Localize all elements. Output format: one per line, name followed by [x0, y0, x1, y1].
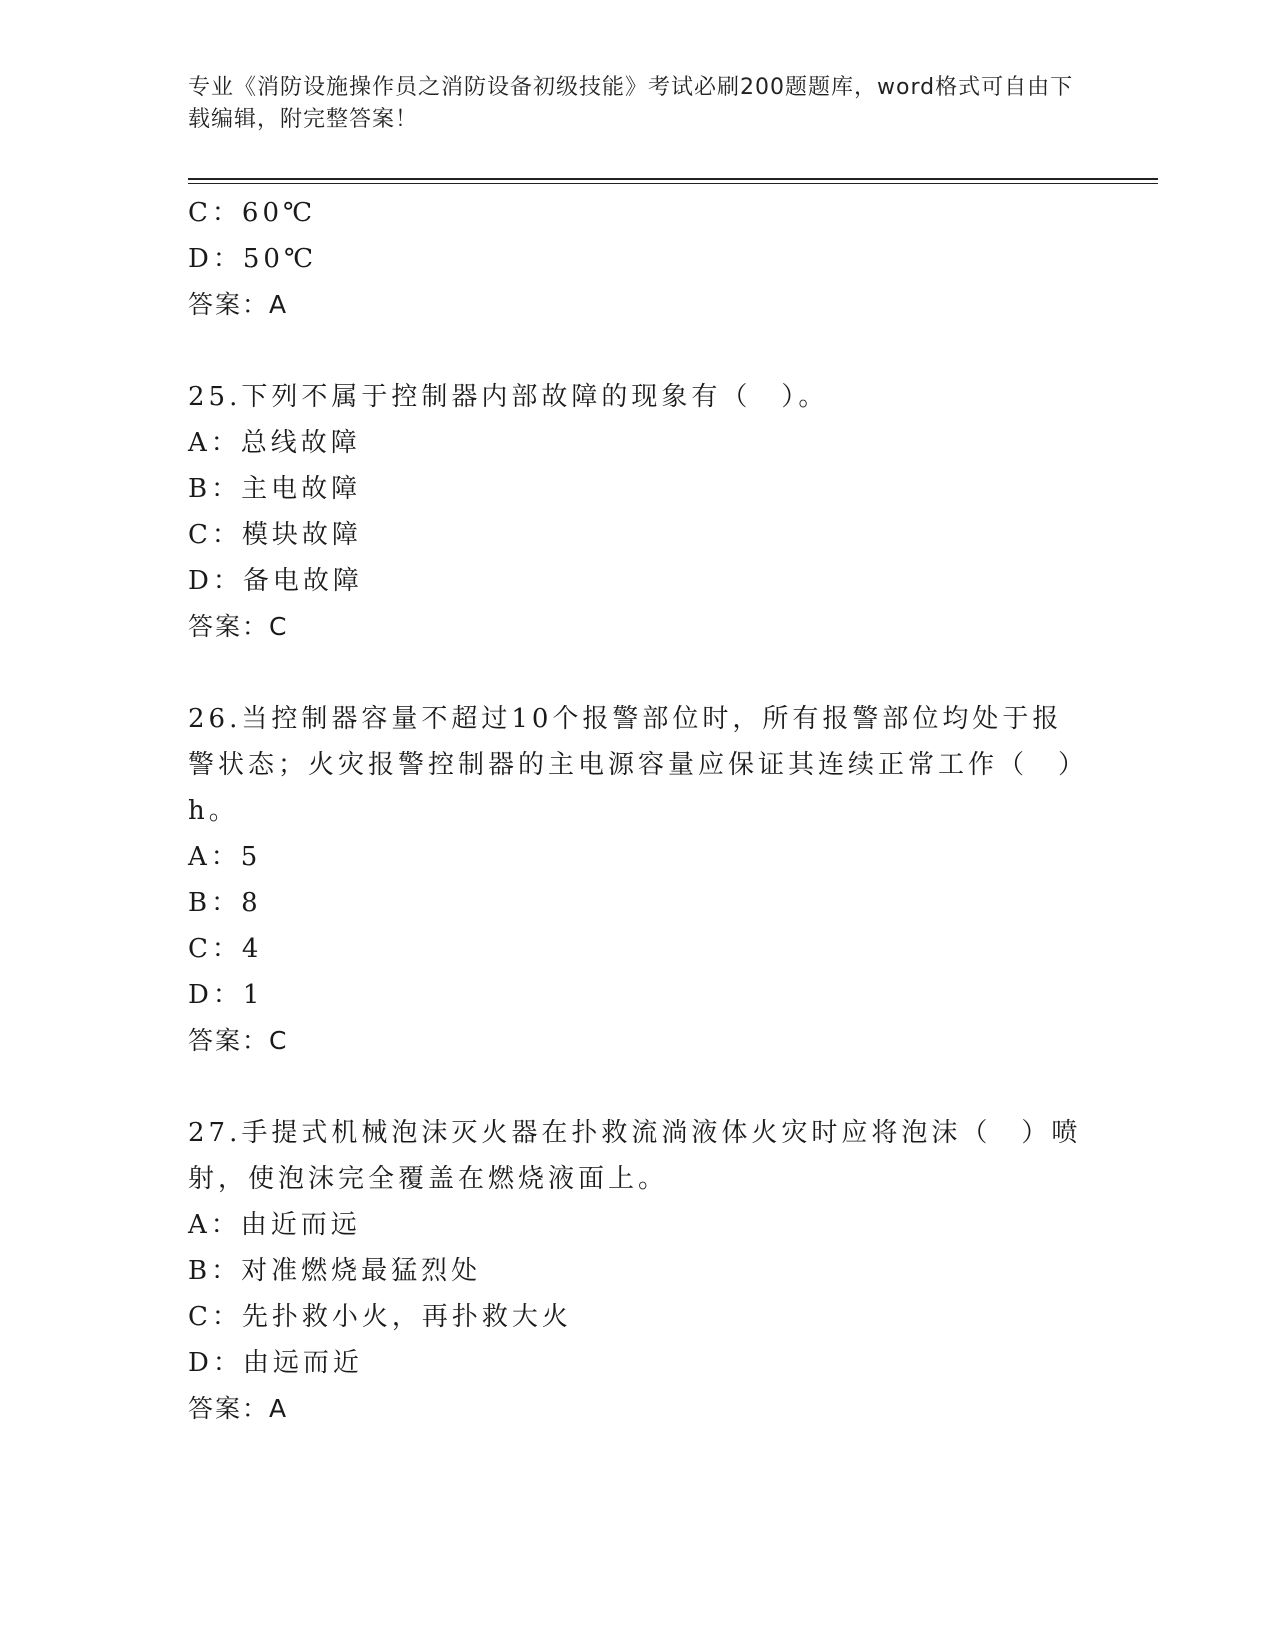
answer-line: 答案：A [188, 1394, 289, 1423]
document-header: 专业《消防设施操作员之消防设备初级技能》考试必刷200题题库，word格式可自由下载编辑，附完整答案！ [188, 75, 1074, 132]
option-label: D： [188, 244, 243, 274]
question-27 [188, 1110, 1108, 1432]
option-text: 主电故障 [241, 474, 362, 504]
option-b [188, 466, 1108, 512]
option-text: 由远而近 [242, 1348, 363, 1378]
answer-line: 答案：C [188, 1026, 289, 1055]
option-text: 模块故障 [241, 520, 362, 550]
question-25 [188, 374, 1108, 650]
option-text: 1 [242, 980, 264, 1010]
question-stem: 25.下列不属于控制器内部故障的现象有（ ）。 [188, 382, 829, 412]
option-a [188, 420, 1108, 466]
option-label: A： [188, 428, 241, 458]
option-label: C： [188, 1302, 242, 1332]
option-d [188, 236, 1108, 282]
question-stem: 26.当控制器容量不超过10个报警部位时，所有报警部位均处于报警状态；火灾报警控制器的主电源容量应保证其连续正常工作（ ）h。 [188, 704, 1089, 826]
option-text: 先扑救小火，再扑救大火 [241, 1302, 572, 1332]
answer-line: 答案：A [188, 290, 289, 319]
option-text: 4 [241, 934, 263, 964]
option-label: D： [188, 566, 243, 596]
option-text: 对准燃烧最猛烈处 [241, 1256, 482, 1286]
option-label: C： [188, 520, 242, 550]
option-b [188, 880, 1108, 926]
option-label: D： [188, 1348, 243, 1378]
option-label: D： [188, 980, 243, 1010]
answer-line: 答案：C [188, 612, 289, 641]
option-a [188, 834, 1108, 880]
question-26 [188, 696, 1108, 1064]
option-label: B： [188, 888, 242, 918]
option-label: C： [188, 198, 242, 228]
option-d [188, 1340, 1108, 1386]
option-c [188, 512, 1108, 558]
option-text: 总线故障 [240, 428, 361, 458]
option-d [188, 558, 1108, 604]
option-text: 5 [240, 842, 262, 872]
option-b [188, 1248, 1108, 1294]
question-list [188, 190, 1108, 1432]
option-c [188, 190, 1108, 236]
option-label: C： [188, 934, 242, 964]
header-divider-thick [188, 178, 1158, 180]
question-24-continued [188, 190, 1108, 328]
option-label: A： [188, 1210, 241, 1240]
option-d [188, 972, 1108, 1018]
option-label: B： [188, 474, 242, 504]
option-c [188, 1294, 1108, 1340]
option-c [188, 926, 1108, 972]
option-text: 由近而远 [240, 1210, 361, 1240]
question-stem: 27.手提式机械泡沫灭火器在扑救流淌液体火灾时应将泡沫（ ）喷射，使泡沫完全覆盖在燃烧液面上。 [188, 1118, 1082, 1194]
header-divider-thin [188, 183, 1158, 184]
option-label: B： [188, 1256, 242, 1286]
option-text: 备电故障 [242, 566, 363, 596]
option-label: A： [188, 842, 241, 872]
option-a [188, 1202, 1108, 1248]
option-text: 8 [241, 888, 262, 918]
option-text: 60℃ [241, 198, 317, 228]
option-text: 50℃ [242, 244, 318, 274]
